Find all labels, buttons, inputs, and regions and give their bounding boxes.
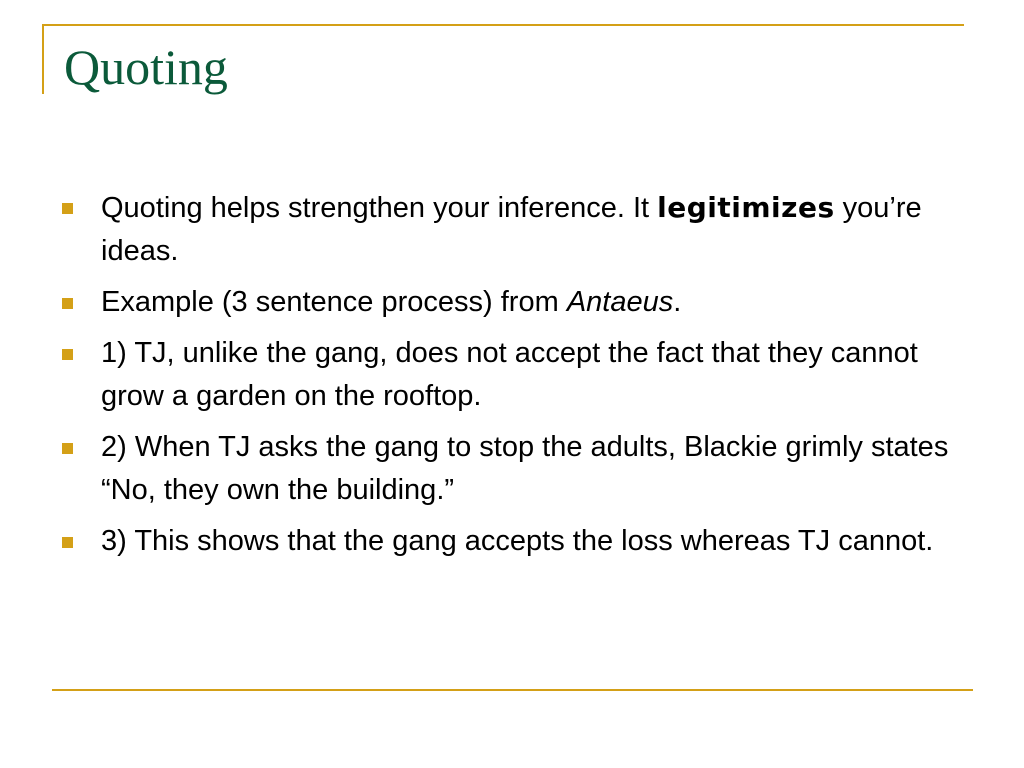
bullet-item-2: [62, 281, 962, 324]
bullet-item-5: [62, 520, 962, 563]
square-bullet-icon: [62, 203, 73, 214]
bullet-3-text: 1) TJ, unlike the gang, does not accept the fact that they cannot grow a garden on the rooftop.: [101, 337, 918, 412]
square-bullet-icon: [62, 443, 73, 454]
bullet-item-3: [62, 332, 962, 418]
bullet-2-text-before: Example (3 sentence process) from: [101, 286, 567, 318]
bullet-item-1: [62, 186, 962, 273]
bullet-1-bold-word: legitimizes: [657, 191, 835, 224]
frame-left-rule: [42, 24, 44, 94]
bullet-1-text-after: you’re ideas.: [101, 192, 922, 267]
bullet-4-text: 2) When TJ asks the gang to stop the adults, Blackie grimly states “No, they own the building.”: [101, 431, 949, 506]
bullet-list: [62, 186, 962, 571]
frame-bottom-rule: [52, 689, 973, 691]
square-bullet-icon: [62, 298, 73, 309]
square-bullet-icon: [62, 537, 73, 548]
frame-top-rule: [42, 24, 964, 26]
bullet-2-italic-title: Antaeus: [566, 286, 674, 318]
slide-title: Quoting: [64, 39, 228, 95]
square-bullet-icon: [62, 349, 73, 360]
bullet-5-text: 3) This shows that the gang accepts the loss whereas TJ cannot.: [101, 525, 934, 557]
bullet-2-text-after: .: [673, 286, 682, 318]
bullet-1-text-before: Quoting helps strengthen your inference. It: [101, 192, 658, 224]
bullet-item-4: [62, 426, 962, 512]
